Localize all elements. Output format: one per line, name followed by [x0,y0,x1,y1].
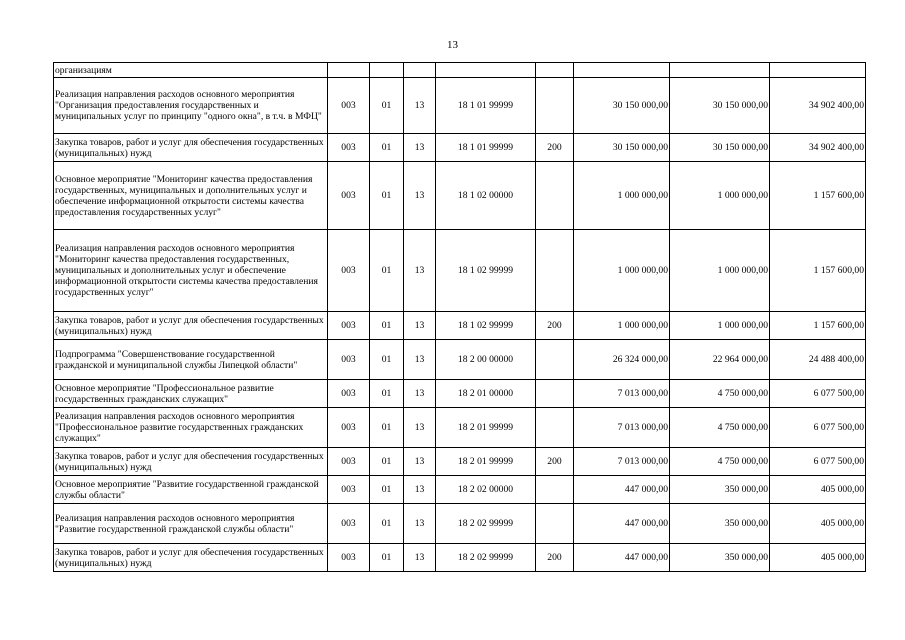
amount-year-2: 4 750 000,00 [670,408,770,448]
target-article-code: 18 1 01 99999 [436,78,536,134]
row-name: Основное мероприятие "Профессиональное развитие государственных гражданских служащих" [54,380,328,408]
ved-code [328,63,370,78]
amount-year-2: 1 000 000,00 [670,162,770,230]
target-article-code: 18 2 01 99999 [436,408,536,448]
expense-type-code [536,63,574,78]
subsection-code: 13 [404,504,436,544]
amount-year-2: 1 000 000,00 [670,312,770,340]
table-row [54,312,866,340]
table-row [54,408,866,448]
section-code: 01 [370,544,404,572]
ved-code: 003 [328,408,370,448]
ved-code: 003 [328,380,370,408]
amount-year-1: 7 013 000,00 [574,448,670,476]
amount-year-3: 24 488 400,00 [770,340,866,380]
amount-year-2 [670,63,770,78]
page-number: 13 [447,39,458,51]
amount-year-3: 6 077 500,00 [770,380,866,408]
subsection-code: 13 [404,448,436,476]
ved-code: 003 [328,312,370,340]
target-article-code: 18 2 01 99999 [436,448,536,476]
amount-year-1: 30 150 000,00 [574,134,670,162]
subsection-code [404,63,436,78]
table-row [54,544,866,572]
ved-code: 003 [328,134,370,162]
ved-code: 003 [328,230,370,312]
ved-code: 003 [328,162,370,230]
row-name: Закупка товаров, работ и услуг для обеспечения государственных (муниципальных) нужд [54,312,328,340]
section-code: 01 [370,340,404,380]
section-code: 01 [370,476,404,504]
section-code: 01 [370,408,404,448]
amount-year-1: 7 013 000,00 [574,380,670,408]
amount-year-2: 30 150 000,00 [670,134,770,162]
amount-year-3: 34 902 400,00 [770,134,866,162]
amount-year-1: 1 000 000,00 [574,312,670,340]
row-name: Основное мероприятие "Развитие государственной гражданской службы области" [54,476,328,504]
amount-year-3: 6 077 500,00 [770,448,866,476]
expense-type-code [536,78,574,134]
table-row [54,448,866,476]
amount-year-1: 447 000,00 [574,476,670,504]
expense-type-code [536,504,574,544]
target-article-code: 18 1 01 99999 [436,134,536,162]
row-name: Закупка товаров, работ и услуг для обеспечения государственных (муниципальных) нужд [54,448,328,476]
amount-year-3: 1 157 600,00 [770,162,866,230]
amount-year-3: 6 077 500,00 [770,408,866,448]
target-article-code: 18 1 02 00000 [436,162,536,230]
section-code: 01 [370,78,404,134]
table-row [54,340,866,380]
amount-year-3: 1 157 600,00 [770,230,866,312]
target-article-code: 18 2 00 00000 [436,340,536,380]
amount-year-1 [574,63,670,78]
amount-year-1: 7 013 000,00 [574,408,670,448]
expense-type-code: 200 [536,312,574,340]
amount-year-3: 405 000,00 [770,476,866,504]
amount-year-3 [770,63,866,78]
target-article-code: 18 2 01 00000 [436,380,536,408]
row-name: Закупка товаров, работ и услуг для обеспечения государственных (муниципальных) нужд [54,134,328,162]
row-name: Подпрограмма "Совершенствование государственной гражданской и муниципальной службы Липецкой области" [54,340,328,380]
amount-year-3: 405 000,00 [770,544,866,572]
table-row [54,380,866,408]
subsection-code: 13 [404,134,436,162]
amount-year-1: 447 000,00 [574,544,670,572]
ved-code: 003 [328,448,370,476]
amount-year-2: 350 000,00 [670,504,770,544]
expense-type-code [536,408,574,448]
row-name: Закупка товаров, работ и услуг для обеспечения государственных (муниципальных) нужд [54,544,328,572]
target-article-code: 18 1 02 99999 [436,230,536,312]
amount-year-1: 447 000,00 [574,504,670,544]
ved-code: 003 [328,476,370,504]
ved-code: 003 [328,544,370,572]
expense-type-code [536,340,574,380]
expense-type-code: 200 [536,544,574,572]
section-code [370,63,404,78]
subsection-code: 13 [404,312,436,340]
row-name: Реализация направления расходов основного мероприятия "Мониторинг качества предоставления государственных, муниципальных и дополнительных услуг и обеспечение информационной открытости системы качества предоставления государственных услуг" [54,230,328,312]
budget-table [53,62,866,572]
target-article-code: 18 2 02 00000 [436,476,536,504]
row-name: Реализация направления расходов основного мероприятия "Развитие государственной гражданской службы области" [54,504,328,544]
amount-year-1: 1 000 000,00 [574,162,670,230]
table-row [54,504,866,544]
row-name: Реализация направления расходов основного мероприятия "Организация предоставления государственных и муниципальных услуг по принципу "одного окна", в т.ч. в МФЦ" [54,78,328,134]
ved-code: 003 [328,340,370,380]
expense-type-code [536,162,574,230]
row-name: организациям [54,63,328,78]
amount-year-2: 350 000,00 [670,476,770,504]
amount-year-2: 4 750 000,00 [670,380,770,408]
expense-type-code [536,476,574,504]
amount-year-2: 1 000 000,00 [670,230,770,312]
section-code: 01 [370,504,404,544]
table-row [54,230,866,312]
amount-year-3: 405 000,00 [770,504,866,544]
table-row [54,162,866,230]
target-article-code: 18 1 02 99999 [436,312,536,340]
target-article-code [436,63,536,78]
row-name: Реализация направления расходов основного мероприятия "Профессиональное развитие государственных гражданских служащих" [54,408,328,448]
amount-year-2: 22 964 000,00 [670,340,770,380]
row-name: Основное мероприятие "Мониторинг качества предоставления государственных, муниципальных и дополнительных услуг и обеспечение информационной открытости системы качества предоставления государственных услуг" [54,162,328,230]
subsection-code: 13 [404,408,436,448]
table-row [54,476,866,504]
amount-year-2: 30 150 000,00 [670,78,770,134]
amount-year-2: 4 750 000,00 [670,448,770,476]
expense-type-code [536,380,574,408]
amount-year-1: 30 150 000,00 [574,78,670,134]
amount-year-1: 26 324 000,00 [574,340,670,380]
section-code: 01 [370,134,404,162]
section-code: 01 [370,162,404,230]
expense-type-code: 200 [536,134,574,162]
subsection-code: 13 [404,230,436,312]
table-row [54,63,866,78]
subsection-code: 13 [404,78,436,134]
section-code: 01 [370,312,404,340]
amount-year-1: 1 000 000,00 [574,230,670,312]
subsection-code: 13 [404,380,436,408]
target-article-code: 18 2 02 99999 [436,504,536,544]
ved-code: 003 [328,504,370,544]
section-code: 01 [370,380,404,408]
amount-year-3: 34 902 400,00 [770,78,866,134]
subsection-code: 13 [404,162,436,230]
expense-type-code [536,230,574,312]
amount-year-2: 350 000,00 [670,544,770,572]
target-article-code: 18 2 02 99999 [436,544,536,572]
table-row [54,134,866,162]
subsection-code: 13 [404,544,436,572]
table-row [54,78,866,134]
section-code: 01 [370,230,404,312]
subsection-code: 13 [404,340,436,380]
expense-type-code: 200 [536,448,574,476]
ved-code: 003 [328,78,370,134]
subsection-code: 13 [404,476,436,504]
section-code: 01 [370,448,404,476]
amount-year-3: 1 157 600,00 [770,312,866,340]
